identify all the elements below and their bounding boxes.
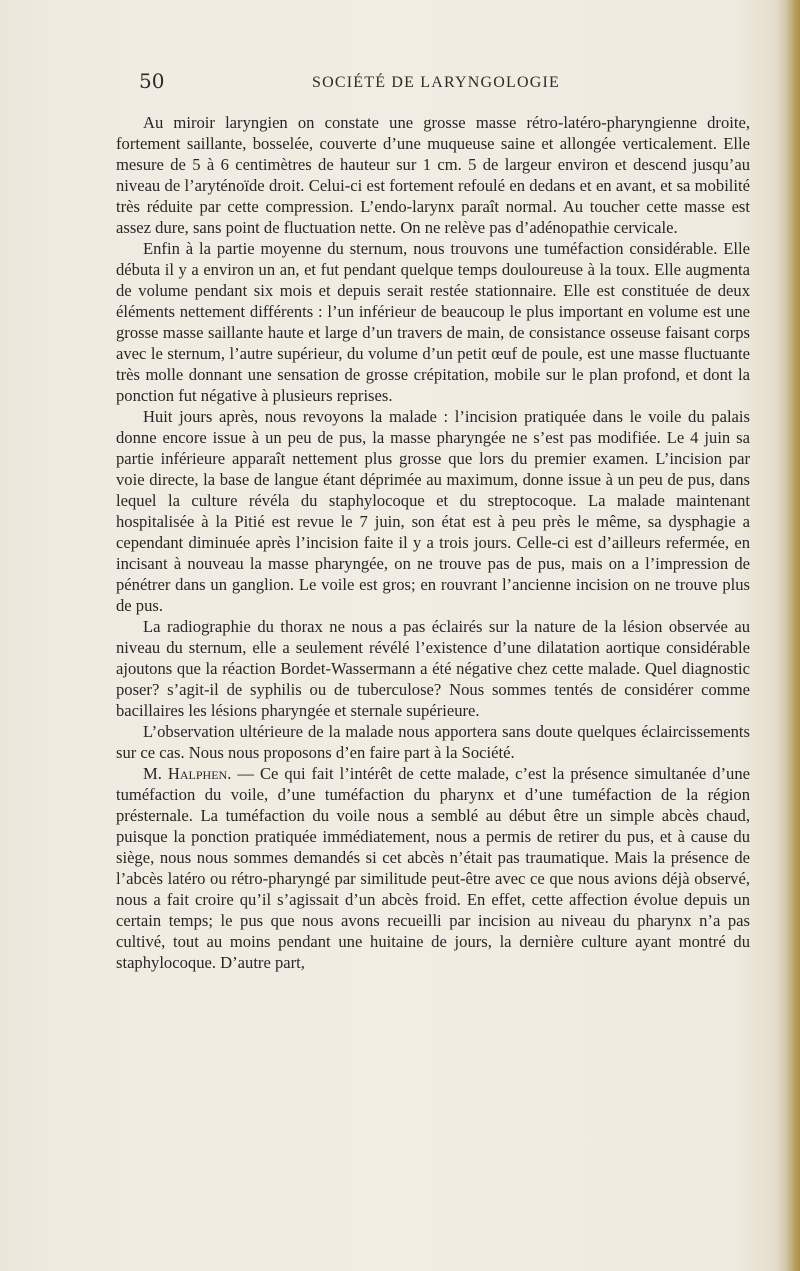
page-edge-shadow <box>786 0 800 1271</box>
speaker-dash: . — <box>227 764 254 783</box>
paragraph-follow-up: Huit jours après, nous revoyons la malade : l’incision pratiquée dans le voile du palais donne encore issue à un peu de pus, la masse pharyngée ne s’est pas modifiée. Le 4 juin sa partie inférieure apparaît nettement plus grosse que lors du premier examen. L’incision par voie directe, la base de langue étant déprimée au maximum, donne issue à un peu de pus, dans lequel la culture révéla du staphylocoque et du streptocoque. La malade maintenant hospitalisée à la Pitié est revue le 7 juin, son état est à peu près le même, sa dysphagie a cependant diminuée après l’incision faite il y a trois jours. Celle-ci est d’ailleurs refermée, en incisant à nouveau la masse pharyngée, on ne trouve pas de pus, mais on a l’impression de pénétrer dans un ganglion. Le voile est gros; en rouvrant l’ancienne incision on ne trouve plus de pus. <box>116 407 750 615</box>
running-title: SOCIÉTÉ DE LARYNGOLOGIE <box>312 74 561 91</box>
speaker-name: Halphen <box>167 764 228 783</box>
page-number: 50 <box>139 69 165 93</box>
paragraph-halphen-remark <box>116 763 750 973</box>
running-head <box>0 66 800 100</box>
paragraph-laryngeal-mirror: Au miroir laryngien on constate une grosse masse rétro-latéro-pharyngienne droite, fortement saillante, bosselée, couverte d’une muqueuse saine et allongée verticalement. Elle mesure de 5 à 6 centimètres de hauteur sur 1 cm. 5 de largeur environ et descend jusqu’au niveau de l’aryténoïde droit. Celui-ci est fortement refoulé en dedans et en avant, et sa mobilité très réduite par cette compression. L’endo-larynx paraît normal. Au toucher cette masse est assez dure, sans point de fluctuation nette. On ne relève pas d’adénopathie cervicale. <box>116 113 750 237</box>
paragraph-observation: L’observation ultérieure de la malade nous apportera sans doute quelques éclaircissements sur ce cas. Nous nous proposons d’en faire part à la Société. <box>116 722 750 762</box>
speaker-text: Ce qui fait l’intérêt de cette malade, c’est la présence simultanée d’une tuméfaction du voile, d’une tuméfaction du pharynx et d’une tuméfaction de la région présternale. La tuméfaction du voile nous a semblé au début être un simple abcès chaud, puisque la ponction pratiquée immédiatement, nous a permis de retirer du pus, et à cause du siège, nous nous sommes demandés si cet abcès n’était pas traumatique. Mais la présence de l’abcès latéro ou rétro-pharyngé par similitude peut-être avec ce que nous avions déjà observé, nous a fait croire qu’il s’agissait d’un abcès froid. En effet, cette affection évolue depuis un certain temps; le pus que nous avons recueilli par incision au niveau du pharynx n’a pas cultivé, tout au moins pendant une huitaine de jours, la dernière culture ayant montré du staphylocoque. D’autre part, <box>116 764 750 972</box>
speaker-prefix: M. <box>143 764 162 783</box>
paragraph-sternum: Enfin à la partie moyenne du sternum, nous trouvons une tuméfaction considérable. Elle débuta il y a environ un an, et fut pendant quelque temps douloureuse à la toux. Elle augmenta de volume pendant six mois et depuis serait restée stationnaire. Elle est constituée de deux éléments nettement différents : l’un inférieur de beaucoup le plus important en volume est une grosse masse saillante haute et large d’un travers de main, de consistance osseuse faisant corps avec le sternum, l’autre supérieur, du volume d’un petit œuf de poule, est une masse fluctuante très molle donnant une sensation de grosse crépitation, mobile sur le plan profond, et dont la ponction fut négative à plusieurs reprises. <box>116 239 750 405</box>
paragraph-radiography: La radiographie du thorax ne nous a pas éclairés sur la nature de la lésion observée au niveau du sternum, elle a seulement révélé l’existence d’une dilatation aortique considérable ajoutons que la réaction Bordet-Wassermann a été négative chez cette malade. Quel diagnostic poser? s’agit-il de syphilis ou de tuberculose? Nous sommes tentés de considérer comme bacillaires les lésions pharyngée et sternale supérieure. <box>116 617 750 720</box>
article-body <box>116 112 750 973</box>
